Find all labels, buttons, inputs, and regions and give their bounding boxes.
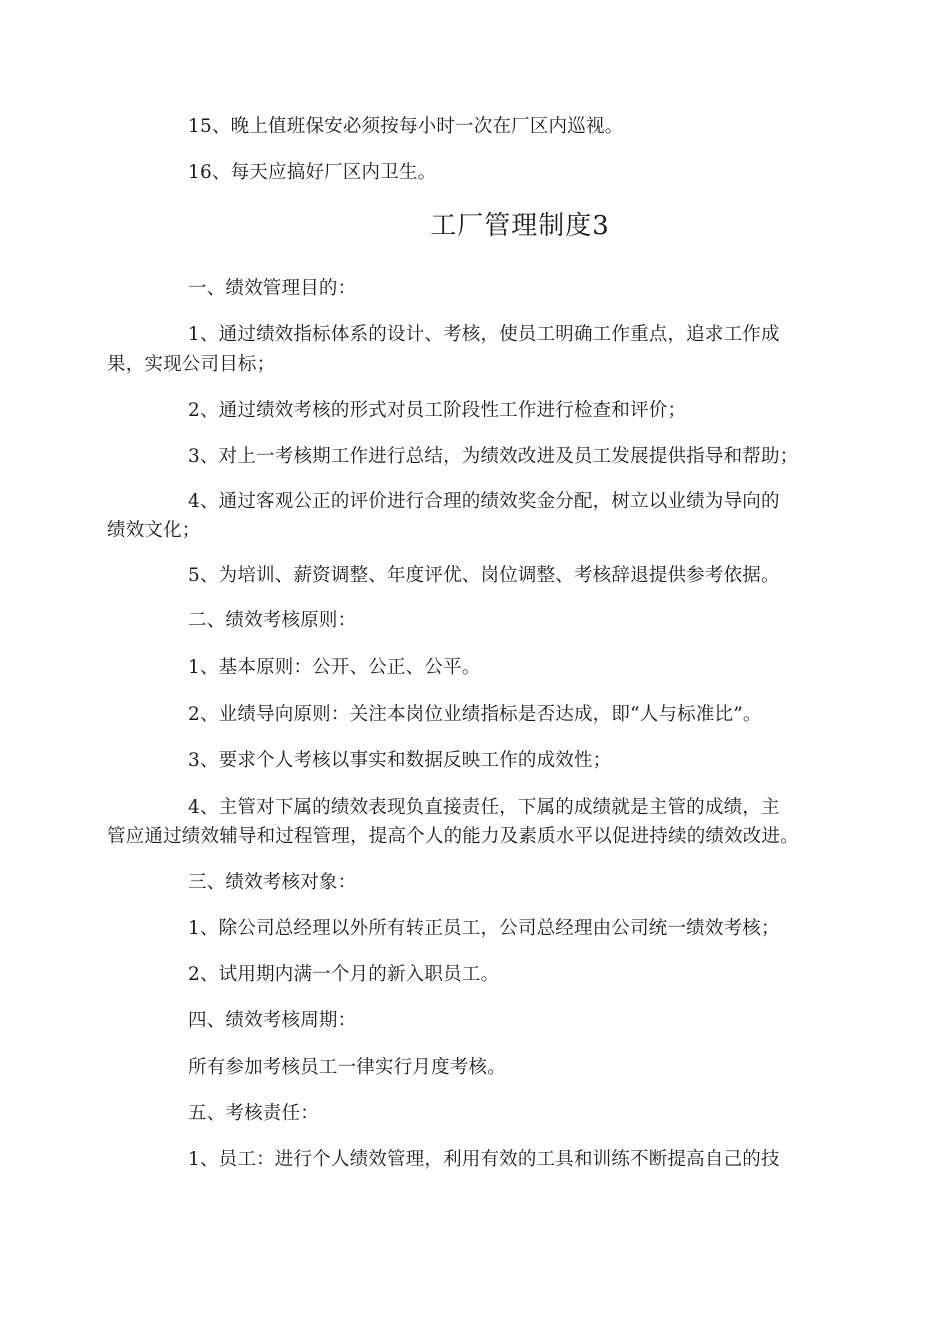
section-heading-4: 四、绩效考核周期： <box>188 1010 357 1031</box>
section4-body: 所有参加考核员工一律实行月度考核。 <box>188 1057 506 1078</box>
section-heading-1: 一、绩效管理目的： <box>188 278 357 299</box>
section1-item-5: 5、为培训、薪资调整、年度评优、岗位调整、考核辞退提供参考依据。 <box>188 565 780 586</box>
section-heading-3: 三、绩效考核对象： <box>188 872 357 893</box>
section2-item-1: 1、基本原则：公开、公正、公平。 <box>188 657 481 678</box>
document-title: 工厂管理制度3 <box>430 211 610 241</box>
section2-item-4-line1: 4、主管对下属的绩效表现负直接责任，下属的成绩就是主管的成绩，主 <box>188 797 780 818</box>
section2-item-2: 2、业绩导向原则：关注本岗位业绩指标是否达成，即“人与标准比”。 <box>188 704 762 725</box>
section-heading-5: 五、考核责任： <box>188 1103 319 1124</box>
section1-item-4-line1: 4、通过客观公正的评价进行合理的绩效奖金分配，树立以业绩为导向的 <box>188 491 780 512</box>
section-heading-2: 二、绩效考核原则： <box>188 610 357 631</box>
section2-item-4-line2: 管应通过绩效辅导和过程管理，提高个人的能力及素质水平以促进持续的绩效改进。 <box>107 826 799 847</box>
section5-item-1: 1、员工：进行个人绩效管理，利用有效的工具和训练不断提高自己的技 <box>188 1149 780 1170</box>
section3-item-2: 2、试用期内满一个月的新入职员工。 <box>188 964 500 985</box>
section1-item-3: 3、对上一考核期工作进行总结，为绩效改进及员工发展提供指导和帮助； <box>188 446 799 467</box>
section1-item-2: 2、通过绩效考核的形式对员工阶段性工作进行检查和评价； <box>188 400 687 421</box>
section1-item-1-line1: 1、通过绩效指标体系的设计、考核，使员工明确工作重点，追求工作成 <box>188 324 780 345</box>
section1-item-1-line2: 果，实现公司目标； <box>107 354 276 375</box>
paragraph-16: 16、每天应搞好厂区内卫生。 <box>188 162 437 183</box>
section1-item-4-line2: 绩效文化； <box>107 520 201 541</box>
section2-item-3: 3、要求个人考核以事实和数据反映工作的成效性； <box>188 750 612 771</box>
section3-item-1: 1、除公司总经理以外所有转正员工，公司总经理由公司统一绩效考核； <box>188 918 780 939</box>
paragraph-15: 15、晚上值班保安必须按每小时一次在厂区内巡视。 <box>188 116 624 137</box>
